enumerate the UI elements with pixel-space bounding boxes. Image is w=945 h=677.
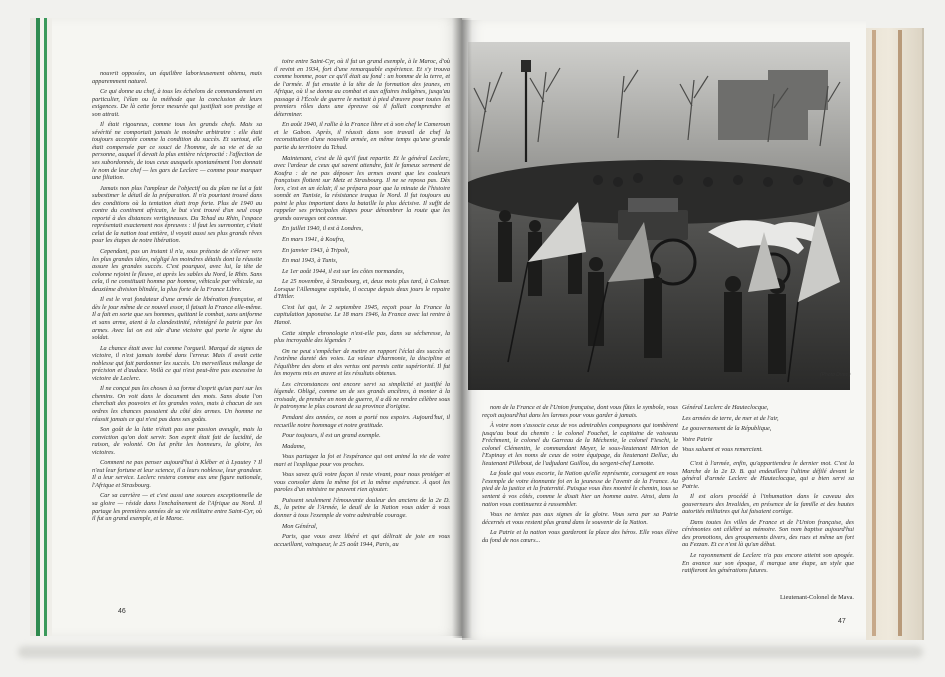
paragraph: En mars 1941, à Koufra, (282, 236, 345, 244)
author-signature: Lieutenant-Colonel de Mava. (780, 594, 854, 601)
right-page-column-2 (682, 460, 854, 610)
paragraph: Le 1er août 1944, il est sur les côtes normandes, (282, 267, 405, 275)
book-fold-shadow (452, 18, 472, 638)
paragraph: Puissent seulement l'émouvante douleur des anciens de la 2e D. B., la peine de l'Armée, le deuil de la Nation vous aider à vous donner à tous l'exemple de votre admirable courage. (274, 496, 450, 519)
paragraph: nom de la France et de l'Union française, dont vous fûtes le symbole, vous reçoit aujourd'hui dans les larmes pour vous garder à jamais. (482, 404, 678, 419)
paragraph: C'est lui qui, le 2 septembre 1945, reçoit pour la France la capitulation japonaise. Le 18 mars 1946, la France avec lui rentre à Hanoï. (274, 303, 450, 326)
paragraph: On ne peut s'empêcher de mettre en rapport l'éclat des succès et l'extrême dureté des voies. La valeur d'harmonie, la discipline et l'équilibre des dons et des vertus ont permis cette supériorité. Il fut les moyens mis en œuvre et les résultats obtenus. (274, 347, 450, 378)
right-page-column-1 (482, 404, 678, 624)
desk-shadow (18, 646, 923, 658)
paragraph: Il est alors procédé à l'inhumation dans le caveau des gouverneurs des Invalides, en présence de la famille et des hautes autorités militaires qui lui faisaient cortège. (682, 493, 854, 516)
funeral-procession-photo (468, 42, 850, 390)
right-page (462, 20, 866, 640)
paragraph: Mon Général, (282, 522, 318, 530)
paragraph: Général Leclerc de Hauteclocque, (682, 404, 769, 411)
paragraph: Paris, que vous avez libéré et qui délirait de joie en vous accueillant, vainqueur, le 25 août 1944, Paris, au (274, 533, 450, 548)
paragraph: Cependant, pas un instant il n'a, sous prétexte de s'élever vers les plus grandes idées, négligé les moindres détails dont la réussite assure les grandes succès. C'est pourquoi, avec lui, la tête de colonne rejoint le fleuve, et après les sables du Nord, le Rhin. Sans cela, il ne constituait homme par homme, véhicule par véhicule, sa deuxième division blindée, la plus forte de la France Libre. (92, 248, 262, 293)
paragraph: Madame, (282, 442, 306, 450)
paragraph: Dans toutes les villes de France et de l'Union française, des cérémonies ont célébré sa mémoire. Son nom baptise aujourd'hui des promotions, des groupements divers, des rues et même un fort au Fezzan. Et ce n'est là qu'un début. (682, 518, 854, 549)
paragraph: Cette simple chronologie n'est-elle pas, dans sa sécheresse, la plus incroyable des légendes ? (274, 329, 450, 345)
paragraph: En juillet 1940, il est à Londres, (282, 225, 363, 233)
page-number-right: 47 (838, 618, 846, 625)
paragraph: Le rayonnement de Leclerc n'a pas encore atteint son apogée. En avance sur son époque, il marque une étape, un style que ratifieront les générations futures. (682, 552, 854, 575)
left-page-column-1 (92, 70, 262, 618)
paragraph: La foule qui vous escorte, la Nation qu'elle représente, corsagent en vous l'exemple de votre étonnante foi en la jeunesse de l'avenir de la France. Au pied de la justice et la fraternité. Puisque vous êtes montré le chemin, tous se sentent à vos côtés, comme le disait hier un homme autre. Ainsi, dans la nation vous continuerez à rassembler. (482, 470, 678, 508)
paragraph: Car sa carrière — et c'est aussi une sources exceptionnelle de sa gloire — réside dans l'enchaînement de l'Afrique au Nord. Il partage les premières années de sa vie militaire entre Saint-Cyr, où il fut un grand exemple, et le Maroc. (92, 492, 262, 523)
left-page-column-2 (274, 58, 450, 618)
paragraph: Jamais non plus l'ampleur de l'objectif ou du plan ne lui a fait subestimer le détail de la préparation. Il n'a pourtant trouvé dans des conditions où la tentation était trop forte. Plus de 1940 au contre du continent africain, le but s'est trouvé d'un seul coup reporté à des distances vertigineuses. Du Tchad au Rhin, l'espace représentait exactement nos épreuves : il faut les surmonter, c'était celui de la nation tout entière, il voyait aussi ses plus grands rêves pour les étapes de notre libération. (92, 184, 262, 245)
paragraph: Maintenant, c'est de là qu'il faut repartir. Et le général Leclerc, avec l'ardeur de ceux qui savent attendre, fait le fameux serment de Koufra : de ne pas déposer les armes avant que les couleurs françaises flottent sur Metz et Strasbourg. Il ne se reposa pas. Dès lors, c'est en un éclair, il se prépara pour que la minute de l'histoire sonnât en Tunisie, la résistance traqua le Nord. Il fut toujours au point le plus important dans la bataille la plus décisive. Il suffit de rappeler ses principales étapes pour dénombrer la route que les grands ouvrages ont connue. (274, 154, 450, 222)
paragraph: Les armées de terre, de mer et de l'air, (682, 414, 779, 422)
paragraph: Ce qui donne au chef, à tous les échelons de commandement en particulier, l'élan ou la méthode que la conclusion de leurs exigences. De là cette force mesurée qui justifiait son prestige et son attrait. (92, 88, 262, 118)
paragraph: Le 25 novembre, à Strasbourg, et, deux mois plus tard, à Colmar. Lorsque l'Allemagne capitule, il occupe depuis deux jours le repaire d'Hitler. (274, 278, 450, 301)
paragraph: Vous ne teniez pas aux signes de la gloire. Vous sera par sa Patrie décernés et vous restent plus grand dans le souvenir de la Nation. (482, 511, 678, 526)
paragraph: Les circonstances ont encore servi sa simplicité et justifié la légende. Obligé, comme un de ses grands ancêtres, à monter à la croisade, de prendre un nom de guerre, il a dû ne rendre célèbre sous le patronyme le plus courant de sa province d'origine. (274, 380, 450, 411)
page-stack-edge (898, 30, 902, 636)
paragraph: Vous partagez la foi et l'espérance qui ont animé la vie de votre mari et l'explique pour vos proches. (274, 453, 450, 468)
paragraph: La chance était avec lui comme l'orgueil. Marqué de signes de victoire, il n'est jamais tombé dans l'erreur. Mais il avait cette noblesse qui fait pardonner les succès. Un merveilleux mélange de précision et d'audace. Voilà ce qui n'est peut-être pas excessive la victoire de Leclerc. (92, 344, 262, 382)
paragraph: En janvier 1943, à Tripoli, (282, 246, 350, 254)
photo-image (468, 42, 850, 390)
green-border-stripes (30, 18, 52, 636)
paragraph: En mai 1943, à Tunis, (282, 257, 338, 265)
paragraph: Son goût de la lutte n'était pas une passion aveugle, mais la conviction qu'on doit servir. Son esprit était fait de lucidité, de raison, de volonté. On lui prête les honneurs, la gloire, les victoires. (92, 426, 262, 456)
paragraph: toire entre Saint-Cyr, où il fut un grand exemple, à le Maroc, d'où il revint en 1934, fort d'une remarquable expérience. Et s'y trouva comme homme, pour ce qu'il était au fond : un homme de la terre, et de l'armée. Il fut ensuite à la tête de la formation des jeunes, en Afrique, où il se donna au combat et aux affaires indigènes, jusqu'au passage à l'École de guerre le mettait à pied d'œuvre pour toutes les premiers rôles dans une épreuve où il fallait comprendre et déterminer. (274, 58, 450, 118)
photo-credit: (Photo Draw.) (820, 372, 851, 378)
page-stack-edge (872, 30, 876, 636)
paragraph: Votre Patrie (682, 435, 713, 443)
paragraph: Il est le vrai fondateur d'une armée de libération française, et dès le jour même de ce nouvel essor, il faisait la France elle-même. Il a fait en sorte que ses hommes, quittant le combat, sans uniforme et sans arme, aient à la clandestinité, réintégré la patrie par les armes. Avec lui on est sûr d'une victoire qui porte le signe du soldat. (92, 296, 262, 342)
paragraph: Vous saluent et vous remercient. (682, 446, 763, 454)
paragraph: Il était rigoureux, comme tous les grands chefs. Mais sa sévérité ne comportait jamais le moindre arbitraire : elle était toujours acceptée comme la condition du succès. Et surtout, elle était compensée par ce souci de l'homme, de sa vie et de sa personne, auquel il devait la plus entière réciprocité : l'affection de ses subordonnés, de tous ceux auxquels spontanément l'on donnait le nom de leur chef — les gars de Leclerc — comme pour marquer une filiation. (92, 121, 262, 182)
paragraph: À votre nom s'associe ceux de vos admirables compagnons qui tombèrent jusqu'au bout du chemin : le colonel Fouchet, le capitaine de vaisseau Fréchment, le colonel du Garreau de la Méchenie, le colonel Fieschi, le colonel Clémentin, le commandant Meyer, le sous-lieutenant Mirion de l'Espinay et les noms de ceux de votre équipage, du lieutenant Delluc, du lieutenant Pillebout, de l'adjudant Guillou, du sergent-chef Lamotte. (482, 422, 678, 467)
paragraph: En août 1940, il rallie à la France libre et à son chef le Cameroun et le Gabon. Après, il réussit dans son travail de chef la reconstitution d'une nouvelle armée, en même temps qu'une grande partie du territoire du Tchad. (274, 121, 450, 152)
paragraph: Il ne conçut pas les choses à sa forme d'esprit qu'un pari sur les chemins. On voit dans le document des mots. Sans doute l'on cherchait des pouvoirs et les grandes voies, mais à chacun de ses ordres les chances passaient du côté des armes. Un homme ne réussit jamais ce qui n'est pas dans ses goûts. (92, 385, 262, 423)
paragraph: Vous savez qu'à votre façon il reste vivant, pour nous protéger et vous consoler dans la même foi et la même espérance. À quoi les paroles d'un ministre ne peuvent rien ajouter. (274, 471, 450, 494)
paragraph: C'est à l'armée, enfin, qu'appartiendra le dernier mot. C'est la Marche de la 2e D. B. qui endeuillera l'ultime défilé devant le général d'armée Leclerc de Hauteclocque, qui a bien servi sa Patrie. (682, 460, 854, 490)
left-page (30, 18, 462, 636)
tribute-verses (682, 404, 802, 456)
paragraph: Le gouvernement de la République, (682, 425, 772, 433)
paragraph: La Patrie et la nation vous garderont la place des héros. Elle vous élève du fond de nos cœurs... (482, 529, 678, 544)
paragraph: Pendant des années, ce nom a porté nos espoirs. Aujourd'hui, il recueille notre hommage et notre gratitude. (274, 413, 450, 429)
paragraph: nouvrit opposées, un équilibre laborieusement obtenu, mais apparemment naturel. (92, 70, 262, 85)
paragraph: Comment ne pas penser aujourd'hui à Kléber et à Lyautey ? Il n'eut leur fortune et leur science, il a leurs noblesse, leur grandeur. Il a leur service. Leclerc restera comme eux une figure nationale, l'Afrique et Strasbourg. (92, 459, 262, 489)
page-number-left: 46 (118, 608, 126, 615)
paragraph: Pour toujours, il est un grand exemple. (282, 432, 381, 440)
